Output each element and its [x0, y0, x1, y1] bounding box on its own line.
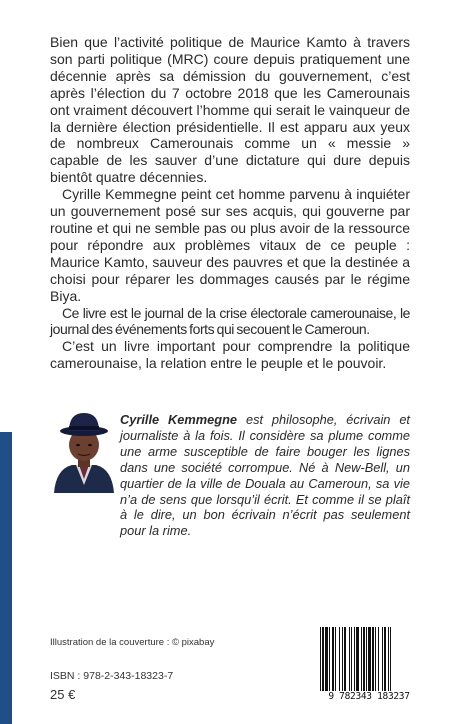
barcode-digits: 9 782343 183237	[316, 691, 422, 703]
author-bio-text: est philosophe, écrivain et journaliste à la fois. Il considère sa plume comme une arme susceptible de faire bouger les lignes dans une société corrompue. Né à New-Bell, un quartier de la ville de Douala au Cameroun, sa vie n’a de sens que lorsqu’il écrit. Et comme il se plaît à le dire, un bon écrivain n’écrit pas seulement pour la rime.	[120, 412, 410, 539]
blurb-paragraph-1: Bien que l’activité politique de Maurice Kamto à travers son parti politique (MRC) coure depuis pratiquement une décennie après sa démission du gouvernement, c’est après l’élection du 7 octobre 2018 que les Camerounais ont vraiment découvert l’homme qui serait le vainqueur de la dernière élection présidentielle. Il est apparu aux yeux de nombreux Camerounais comme un « messie » capable de les sauver d’une dictature qui dure depuis bientôt quatre décennies.	[50, 34, 410, 186]
barcode-bars	[316, 625, 422, 697]
author-bio	[120, 412, 410, 539]
blurb-paragraph-3: Ce livre est le journal de la crise électorale camerounaise, le journal des événements forts qui secouent le Cameroun.	[50, 304, 410, 338]
author-name: Cyrille Kemmegne	[120, 412, 238, 427]
blurb-paragraph-4: C’est un livre important pour comprendre la politique camerounaise, la relation entre le peuple et le pouvoir.	[50, 338, 410, 372]
isbn-barcode	[316, 625, 422, 705]
author-photo	[52, 407, 116, 493]
isbn: ISBN : 978-2-343-18323-7	[50, 670, 174, 682]
back-cover-blurb	[50, 34, 410, 372]
blue-spine-bar	[0, 432, 12, 724]
cover-illustration-credit: Illustration de la couverture : © pixabay	[50, 637, 215, 648]
blurb-paragraph-2: Cyrille Kemmegne peint cet homme parvenu à inquiéter un gouvernement posé sur ses acquis, qui gouverne par routine et qui ne semble pas ou plus avoir de la ressource pour répondre aux problèmes vitaux de ce peuple : Maurice Kamto, sauveur des pauvres et que la destinée a choisi pour réparer les dommages causés par le régime Biya.	[50, 186, 410, 304]
price: 25 €	[50, 687, 76, 702]
